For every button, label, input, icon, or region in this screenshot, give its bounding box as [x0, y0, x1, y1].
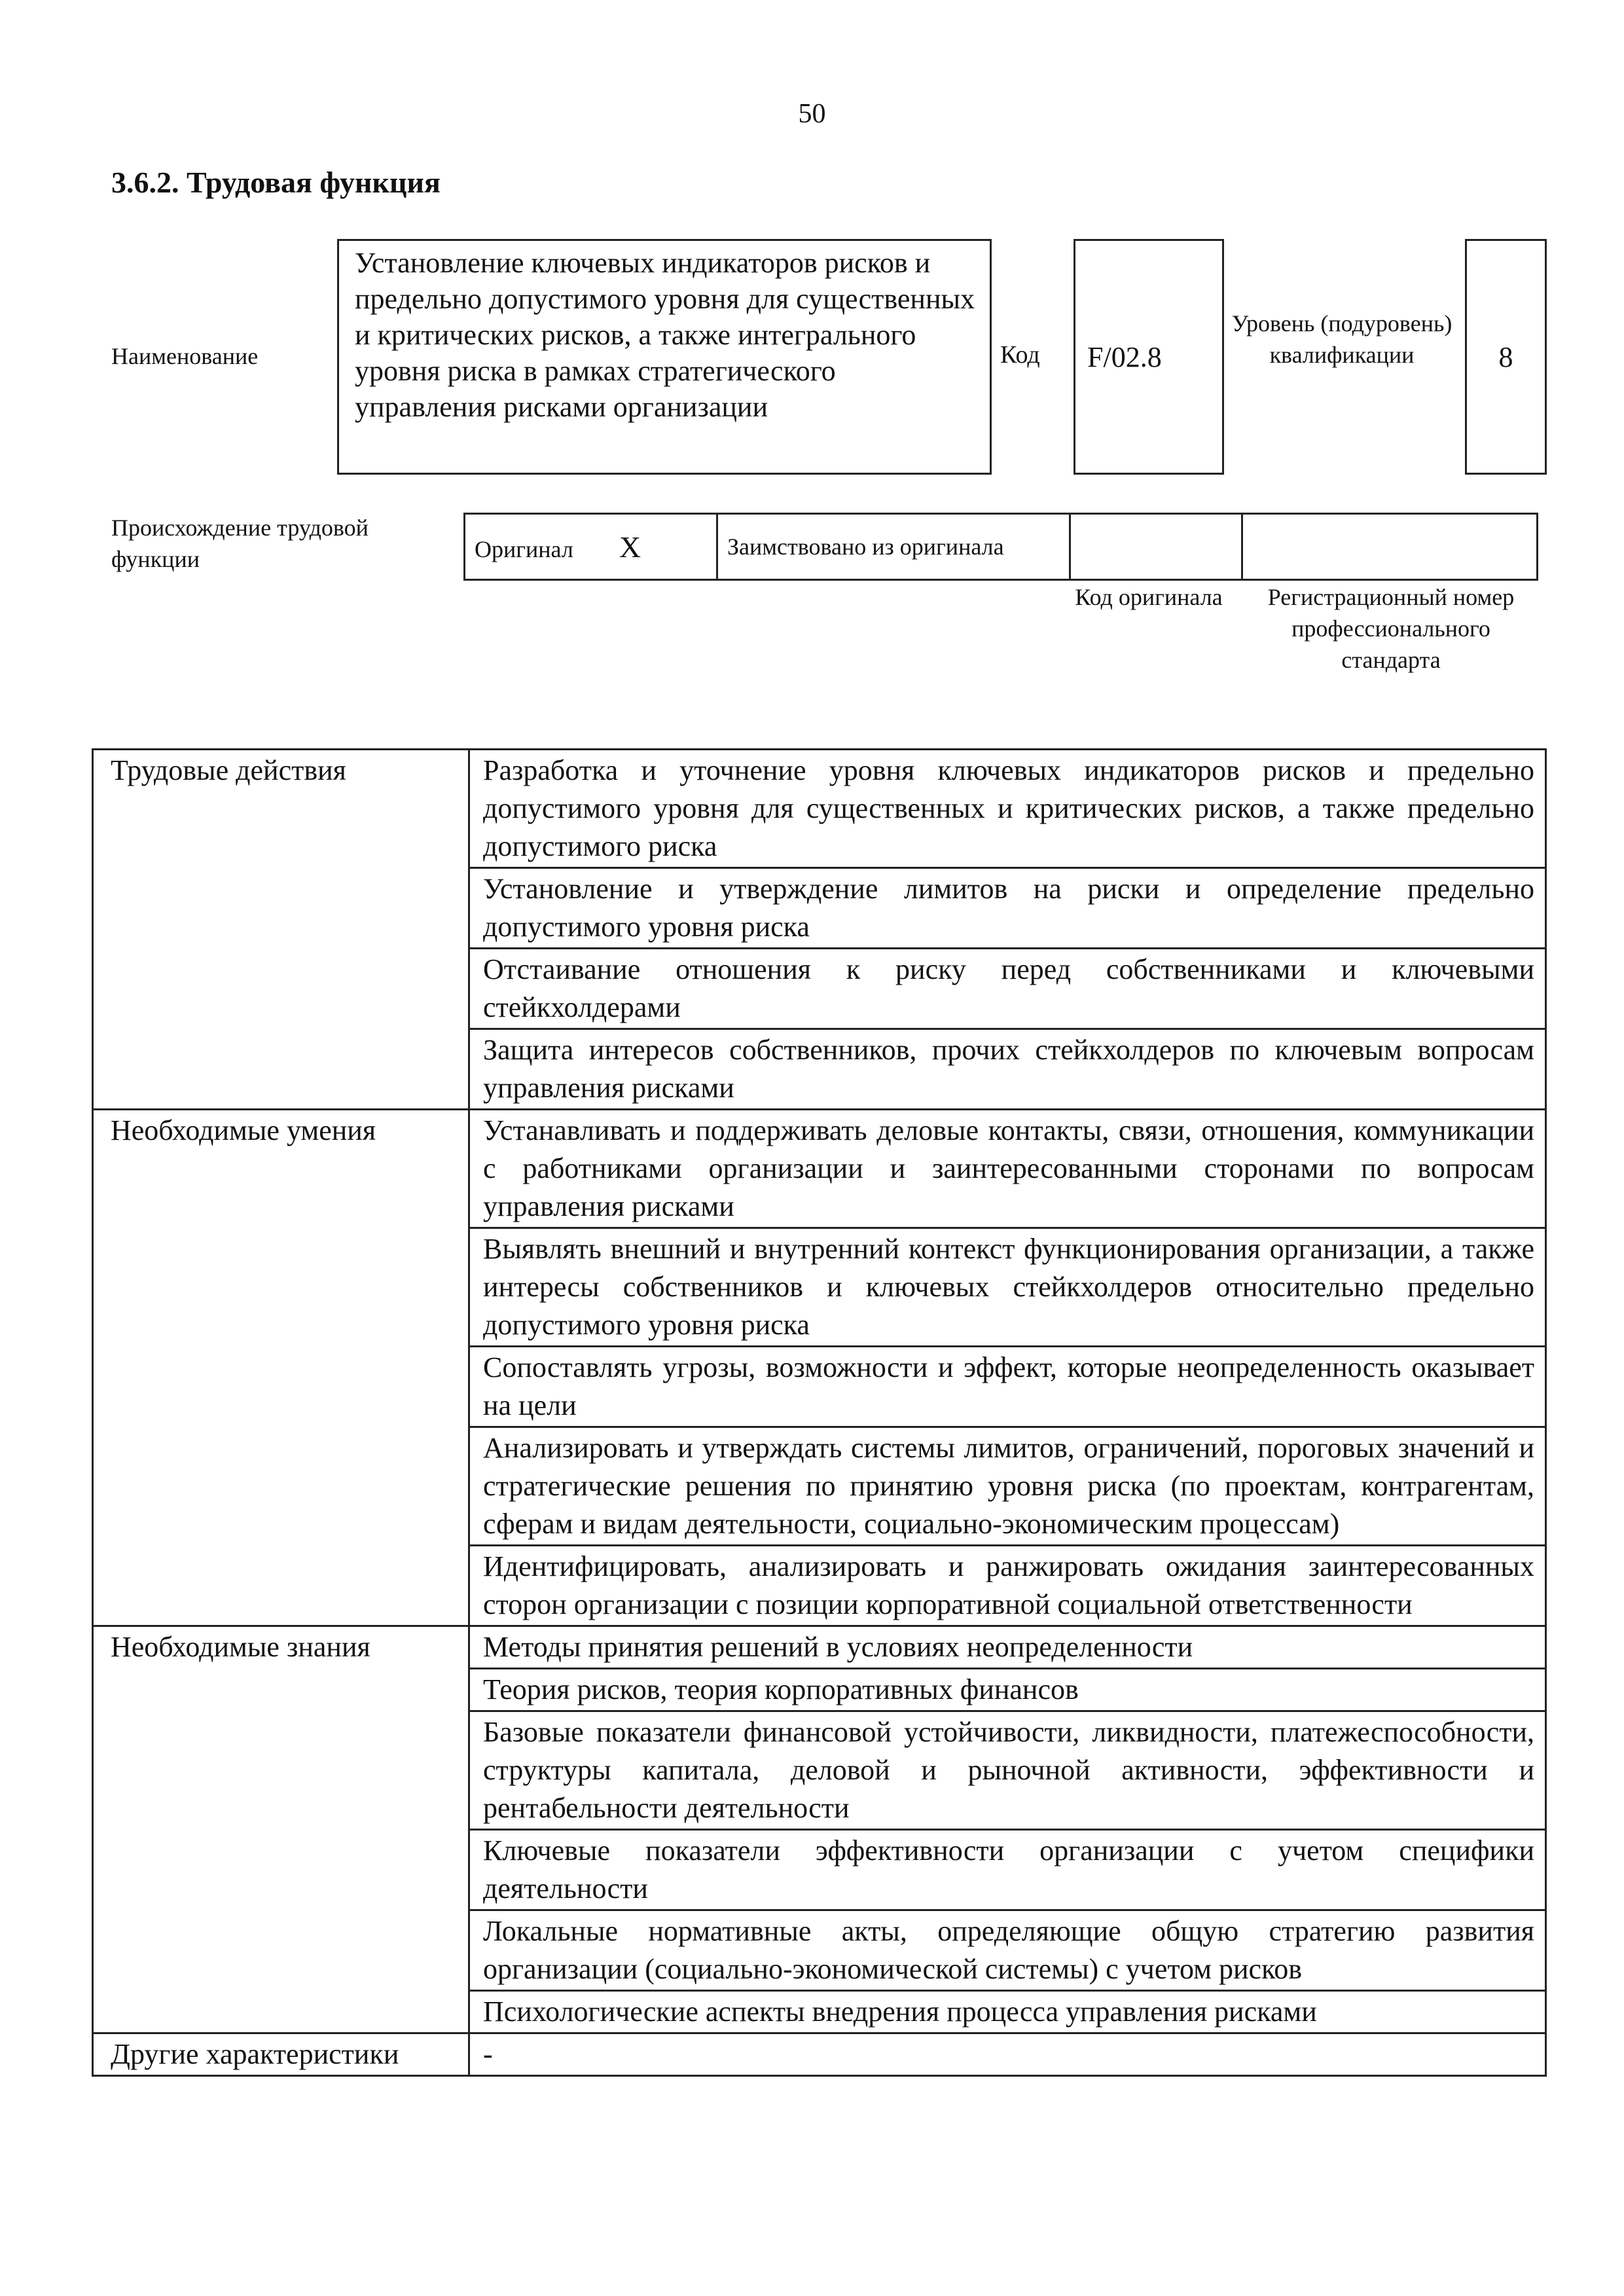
origin-table — [463, 513, 1538, 581]
section-item-cell: Отстаивание отношения к риску перед собственниками и ключевыми стейкхолдерами — [469, 949, 1546, 1029]
original-mark: X — [619, 530, 641, 564]
function-name-box: Установление ключевых индикаторов рисков и предельно допустимого уровня для существенных и критических рисков, а также интегрального уровня риска в рамках стратегического управления рисками организации — [337, 239, 992, 475]
section-title-cell: Трудовые действия — [93, 750, 469, 1110]
origin-reg-number-cell — [1242, 514, 1538, 580]
table-row — [93, 1626, 1546, 1669]
section-item-cell: Психологические аспекты внедрения процесса управления рисками — [469, 1991, 1546, 2033]
qualification-level-box: 8 — [1465, 239, 1547, 475]
table-row — [93, 1110, 1546, 1228]
section-item-cell: - — [469, 2033, 1546, 2076]
section-item-cell: Защита интересов собственников, прочих стейкхолдеров по ключевым вопросам управления рисками — [469, 1029, 1546, 1110]
section-item-cell: Выявлять внешний и внутренний контекст функционирования организации, а также интересы собственников и ключевых стейкхолдеров относительно предельно допустимого уровня риска — [469, 1228, 1546, 1347]
section-item-cell: Сопоставлять угрозы, возможности и эффект, которые неопределенность оказывает на цели — [469, 1347, 1546, 1427]
table-row — [93, 2033, 1546, 2076]
qualification-level-label: Уровень (подуровень) квалификации — [1231, 310, 1453, 368]
section-item-cell: Устанавливать и поддерживать деловые контакты, связи, отношения, коммуникации с работниками организации и заинтересованными сторонами по вопросам управления рисками — [469, 1110, 1546, 1228]
reg-number-caption: Регистрационный номер профессионального стандарта — [1267, 584, 1515, 673]
code-original-caption: Код оригинала — [1075, 584, 1223, 610]
function-details-table — [92, 748, 1547, 2077]
original-label: Оригинал — [475, 536, 573, 562]
section-item-cell: Теория рисков, теория корпоративных финансов — [469, 1669, 1546, 1711]
section-item-cell: Базовые показатели финансовой устойчивости, ликвидности, платежеспособности, структуры капитала, деловой и рыночной активности, эффективности и рентабельности деятельности — [469, 1711, 1546, 1830]
name-label: Наименование — [111, 343, 259, 369]
section-title-cell: Необходимые знания — [93, 1626, 469, 2033]
origin-label: Происхождение трудовой функции — [111, 515, 369, 572]
origin-code-cell — [1070, 514, 1242, 580]
code-label: Код — [1000, 341, 1040, 369]
section-title-cell: Необходимые умения — [93, 1110, 469, 1626]
section-item-cell: Разработка и уточнение уровня ключевых индикаторов рисков и предельно допустимого уровня для существенных и критических рисков, а также предельно допустимого риска — [469, 750, 1546, 868]
origin-borrowed-cell: Заимствовано из оригинала — [717, 514, 1070, 580]
section-title: 3.6.2. Трудовая функция — [111, 166, 441, 199]
table-row — [93, 750, 1546, 868]
origin-original-cell — [465, 514, 717, 580]
section-item-cell: Анализировать и утверждать системы лимитов, ограничений, пороговых значений и стратегические решения по принятию уровня риска (по проектам, контрагентам, сферам и видам деятельности, социально-экономическим процессам) — [469, 1427, 1546, 1546]
code-box: F/02.8 — [1074, 239, 1224, 475]
section-item-cell: Идентифицировать, анализировать и ранжировать ожидания заинтересованных сторон организации с позиции корпоративной социальной ответственности — [469, 1546, 1546, 1626]
section-item-cell: Локальные нормативные акты, определяющие общую стратегию развития организации (социально-экономической системы) с учетом рисков — [469, 1910, 1546, 1991]
section-item-cell: Ключевые показатели эффективности организации с учетом специфики деятельности — [469, 1830, 1546, 1910]
section-title-cell: Другие характеристики — [93, 2033, 469, 2076]
page-number: 50 — [798, 99, 826, 129]
section-item-cell: Методы принятия решений в условиях неопределенности — [469, 1626, 1546, 1669]
section-item-cell: Установление и утверждение лимитов на риски и определение предельно допустимого уровня риска — [469, 868, 1546, 949]
